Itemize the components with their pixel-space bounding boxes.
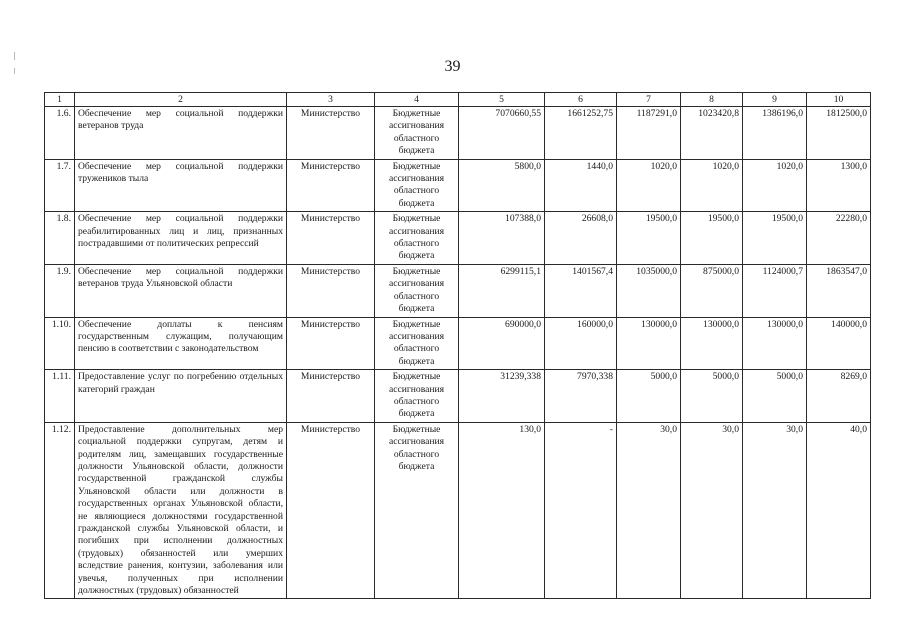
- amount-value: 22280,0: [807, 212, 871, 265]
- column-header-4: 4: [375, 93, 459, 107]
- column-header-3: 3: [287, 93, 375, 107]
- amount-value: 8269,0: [807, 370, 871, 423]
- row-number: 1.7.: [45, 159, 75, 212]
- row-number: 1.8.: [45, 212, 75, 265]
- amount-value: 130000,0: [681, 317, 743, 370]
- amount-value: 1124000,7: [743, 264, 807, 317]
- amount-value: 30,0: [617, 422, 681, 599]
- row-number: 1.10.: [45, 317, 75, 370]
- scan-artifact: [14, 68, 15, 74]
- measure-name: Предоставление дополнительных мер социальной поддержки супругам, детям и родителям лиц, замещавших государственные должности Ульяновской области, должности государственной гражданской службы Ульяновской области или должности в государственных органах Ульяновской области, не являющиеся должностями государственной гражданской службы Ульяновской области, и погибших при исполнении должностных (трудовых) обязанностей или умерших вследствие ранения, контузии, заболевания или увечья, полученных при исполнении должностных (трудовых) обязанностей: [75, 422, 287, 599]
- row-number: 1.6.: [45, 107, 75, 160]
- column-header-10: 10: [807, 93, 871, 107]
- amount-value: 1386196,0: [743, 107, 807, 160]
- amount-value: 1020,0: [617, 159, 681, 212]
- column-header-1: 1: [45, 93, 75, 107]
- funding-source: Бюджетные ассигнования областного бюджета: [375, 107, 459, 160]
- column-number-header: [45, 93, 871, 107]
- column-header-8: 8: [681, 93, 743, 107]
- executor: Министерство: [287, 107, 375, 160]
- column-header-6: 6: [545, 93, 617, 107]
- amount-value: 130000,0: [743, 317, 807, 370]
- amount-value: 7070660,55: [459, 107, 545, 160]
- amount-value: 107388,0: [459, 212, 545, 265]
- amount-value: 1023420,8: [681, 107, 743, 160]
- amount-value: 5800,0: [459, 159, 545, 212]
- column-header-5: 5: [459, 93, 545, 107]
- measure-name: Обеспечение мер социальной поддержки ветеранов труда Ульяновской области: [75, 264, 287, 317]
- amount-value: 1863547,0: [807, 264, 871, 317]
- page-number: 39: [444, 58, 461, 75]
- table-body: [45, 107, 871, 599]
- funding-source: Бюджетные ассигнования областного бюджета: [375, 422, 459, 599]
- amount-value: 19500,0: [743, 212, 807, 265]
- amount-value: 30,0: [681, 422, 743, 599]
- amount-value: 130,0: [459, 422, 545, 599]
- amount-value: 1020,0: [743, 159, 807, 212]
- amount-value: 6299115,1: [459, 264, 545, 317]
- amount-value: -: [545, 422, 617, 599]
- amount-value: 875000,0: [681, 264, 743, 317]
- amount-value: 1035000,0: [617, 264, 681, 317]
- amount-value: 140000,0: [807, 317, 871, 370]
- executor: Министерство: [287, 264, 375, 317]
- funding-source: Бюджетные ассигнования областного бюджета: [375, 370, 459, 423]
- executor: Министерство: [287, 317, 375, 370]
- column-header-2: 2: [75, 93, 287, 107]
- amount-value: 19500,0: [681, 212, 743, 265]
- table-row: [45, 159, 871, 212]
- row-number: 1.12.: [45, 422, 75, 599]
- funding-source: Бюджетные ассигнования областного бюджета: [375, 212, 459, 265]
- table-row: [45, 422, 871, 599]
- executor: Министерство: [287, 422, 375, 599]
- executor: Министерство: [287, 370, 375, 423]
- amount-value: 160000,0: [545, 317, 617, 370]
- executor: Министерство: [287, 212, 375, 265]
- amount-value: 7970,338: [545, 370, 617, 423]
- amount-value: 1300,0: [807, 159, 871, 212]
- amount-value: 1812500,0: [807, 107, 871, 160]
- funding-source: Бюджетные ассигнования областного бюджета: [375, 317, 459, 370]
- funding-source: Бюджетные ассигнования областного бюджета: [375, 264, 459, 317]
- amount-value: 26608,0: [545, 212, 617, 265]
- amount-value: 690000,0: [459, 317, 545, 370]
- amount-value: 1661252,75: [545, 107, 617, 160]
- amount-value: 1187291,0: [617, 107, 681, 160]
- column-header-9: 9: [743, 93, 807, 107]
- amount-value: 5000,0: [681, 370, 743, 423]
- table-row: [45, 212, 871, 265]
- measure-name: Обеспечение доплаты к пенсиям государственным служащим, получающим пенсию в соответствии с законодательством: [75, 317, 287, 370]
- measure-name: Обеспечение мер социальной поддержки ветеранов труда: [75, 107, 287, 160]
- table-row: [45, 107, 871, 160]
- table-row: [45, 317, 871, 370]
- measure-name: Обеспечение мер социальной поддержки реабилитированных лиц и лиц, признанных пострадавшими от политических репрессий: [75, 212, 287, 265]
- row-number: 1.11.: [45, 370, 75, 423]
- table-row: [45, 264, 871, 317]
- column-header-7: 7: [617, 93, 681, 107]
- budget-table: [44, 92, 871, 599]
- measure-name: Предоставление услуг по погребению отдельных категорий граждан: [75, 370, 287, 423]
- amount-value: 1401567,4: [545, 264, 617, 317]
- measure-name: Обеспечение мер социальной поддержки тружеников тыла: [75, 159, 287, 212]
- table-row: [45, 370, 871, 423]
- amount-value: 30,0: [743, 422, 807, 599]
- amount-value: 130000,0: [617, 317, 681, 370]
- amount-value: 31239,338: [459, 370, 545, 423]
- amount-value: 1020,0: [681, 159, 743, 212]
- funding-source: Бюджетные ассигнования областного бюджета: [375, 159, 459, 212]
- amount-value: 5000,0: [617, 370, 681, 423]
- scan-artifact: [14, 52, 15, 60]
- amount-value: 40,0: [807, 422, 871, 599]
- row-number: 1.9.: [45, 264, 75, 317]
- amount-value: 5000,0: [743, 370, 807, 423]
- amount-value: 1440,0: [545, 159, 617, 212]
- executor: Министерство: [287, 159, 375, 212]
- amount-value: 19500,0: [617, 212, 681, 265]
